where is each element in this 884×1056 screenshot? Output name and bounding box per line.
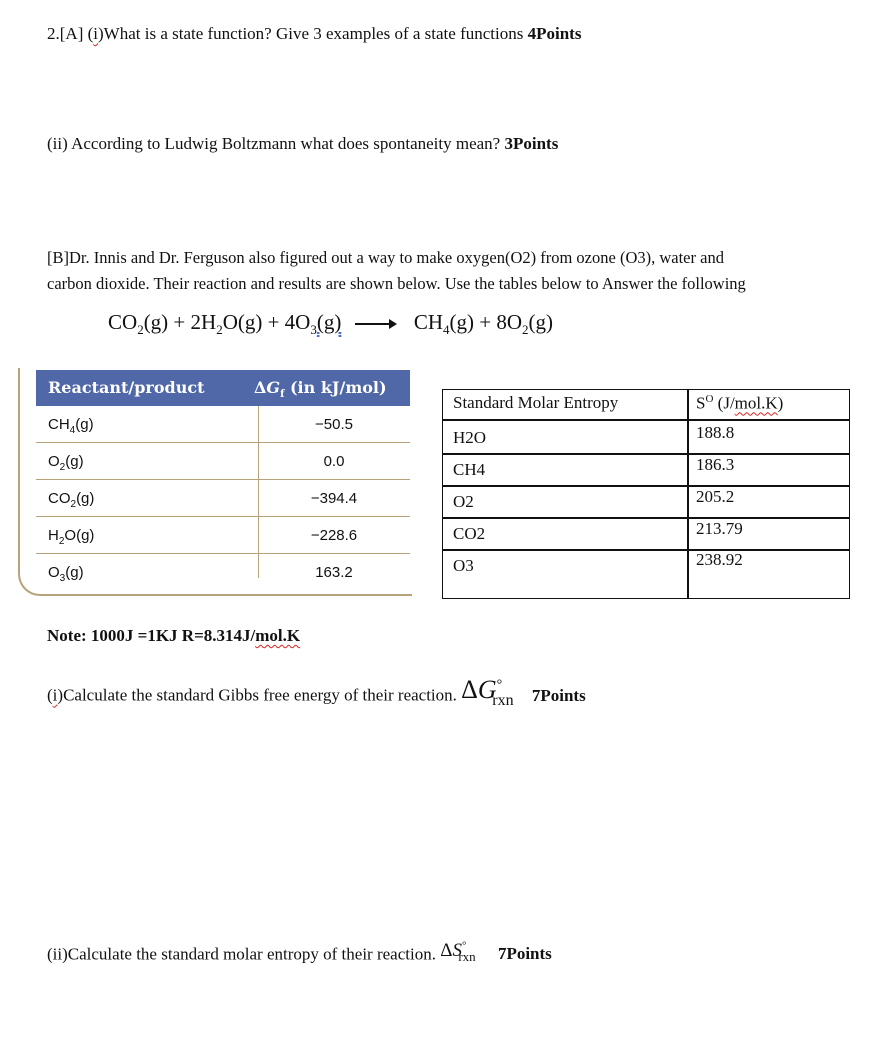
section-b-intro: [B]Dr. Innis and Dr. Ferguson also figured out a way to make oxygen(O2) from ozone (O3), water and carbon dioxide. Their reaction and results are shown below. Use the tables below to Answer the following <box>47 248 746 293</box>
table-row: $O_3(g)$ 163.2 <box>48 564 353 584</box>
table-row: $CH_4(g)$ −50.5 <box>36 406 410 443</box>
table-row: $H_2O(g)$ −228.6 <box>36 517 410 554</box>
points-label: 4Points <box>527 24 582 43</box>
question-b-ii: (ii)Calculate the standard molar entropy of their reaction. ΔS°rxn 7Points <box>47 940 552 965</box>
question-a-i: 2.[A] (i)What is a state function? Give 3 examples of a state functions 4Points <box>47 24 582 43</box>
table-header <box>36 370 410 406</box>
column-header-species: Reactant/product <box>48 378 205 397</box>
reaction-arrow-icon <box>355 323 395 325</box>
column-header-gibbs: $\Delta G_f$ (in kJ/mol) <box>254 378 387 401</box>
entropy-value: 238.92 <box>696 550 743 569</box>
species-label: CH4 <box>453 460 486 479</box>
points-label: 3Points <box>504 134 559 153</box>
column-header-entropy-unit: $S^O$ (J/mol.K) <box>696 393 784 413</box>
column-header-entropy-label: Standard Molar Entropy <box>453 393 619 412</box>
gibbs-rxn-symbol: ΔG° <box>461 674 503 704</box>
table-row: $O_2(g)$ 0.0 <box>36 443 410 480</box>
entropy-value: 186.3 <box>696 455 735 474</box>
question-b-i: (i)Calculate the standard Gibbs free energy of their reaction. ΔG°rxn 7Points <box>47 674 586 709</box>
table-row: $CO_2(g)$ −394.4 <box>36 480 410 517</box>
reaction-equation: $CO_2(g) + 2H_2O(g) + 4O_3(g) CH_4(g) + 8O_2(g)$ <box>108 310 554 338</box>
entropy-rxn-symbol: ΔS° <box>440 940 467 962</box>
species-label: O3 <box>453 556 474 575</box>
note: Note: 1000J =1KJ R=8.314J/mol.K <box>47 626 301 645</box>
species-label: O2 <box>453 492 474 511</box>
species-label: H2O <box>453 428 487 447</box>
entropy-value: 213.79 <box>696 519 743 538</box>
entropy-table <box>442 389 850 599</box>
entropy-value: 188.8 <box>696 423 735 442</box>
entropy-value: 205.2 <box>696 487 735 506</box>
species-label: CO2 <box>453 524 486 543</box>
points-label: 7Points <box>531 685 586 705</box>
question-a-ii: (ii) According to Ludwig Boltzmann what does spontaneity mean? 3Points <box>47 134 559 153</box>
points-label: 7Points <box>497 944 552 964</box>
gibbs-energy-table <box>18 368 412 596</box>
